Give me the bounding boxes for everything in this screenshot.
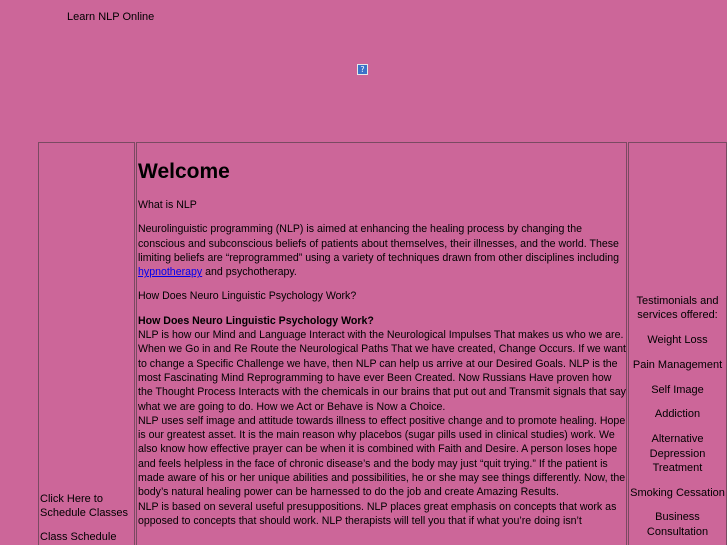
main-column <box>136 142 627 545</box>
service-addiction[interactable]: Addiction <box>654 408 701 421</box>
service-self-image[interactable]: Self Image <box>651 383 704 396</box>
paragraph-2: NLP uses self image and attitude towards illness to effect positive change and to promote healing. Hope is our greatest asset. It is the main reason why placebos (sugar pills used in clinical studies) work. We also know how effective prayer can be when it is combined with Faith and Desire. A person loses hope and feels helpless in the face of chronic disease’s and the body may just “quit trying.” If the patient is made aware of his or her unique abilities and possibilities, he or she may see things differently. Now, the body’s natural healing power can be harnessed to do the job and create Amazing Results. <box>138 414 626 499</box>
hypnotherapy-link[interactable]: hypnotherapy <box>138 266 203 279</box>
page-title: Welcome <box>138 160 230 183</box>
main-content <box>138 159 628 528</box>
service-depression-treatment[interactable]: Alternative Depression Treatment <box>649 433 706 474</box>
intro-text-after: and psychotherapy. <box>202 266 297 279</box>
intro-paragraph <box>138 222 628 279</box>
service-business-consultation[interactable]: Business Consultation <box>646 511 709 538</box>
right-column <box>628 142 727 545</box>
paragraph-3: NLP is based on several useful presuppositions. NLP places great emphasis on concepts that work as opposed to concepts that should work. NLP therapists will tell you that if what you’re doing isn’t <box>138 500 617 527</box>
intro-text-before: Neurolinguistic programming (NLP) is aimed at enhancing the healing process by changing the conscious and subconscious beliefs of patients about themselves, their illnesses, and the world. These limiting beliefs are “reprogrammed” using a variety of techniques drawn from other disciplines including <box>138 223 620 264</box>
service-weight-loss[interactable]: Weight Loss <box>647 334 708 347</box>
class-schedule-link[interactable]: Class Schedule <box>40 531 117 543</box>
service-smoking-cessation[interactable]: Smoking Cessation <box>630 486 725 499</box>
left-nav <box>40 492 134 544</box>
schedule-classes-link[interactable]: Click Here to Schedule Classes <box>40 493 129 519</box>
broken-image-icon: ? <box>357 64 368 75</box>
how-heading: How Does Neuro Linguistic Psychology Work? <box>138 314 374 327</box>
services-list <box>629 294 726 545</box>
paragraph-1: NLP is how our Mind and Language Interact with the Neurological Impulses That makes us who we are. When we Go in and Re Route the Neurological Paths That we have created, Change Occurs. If we want to change a Specific Challenge we have, then NLP can help us arrive at our Desired Goals. NLP is the most Fascinating Mind Reprogramming to have ever Been Created. Now Russians Have proven how the Thought Process Interacts with the chemicals in our brains that put out and Transmit signals that say what we are going to do. How we Act or Behave is Now a Choice. <box>138 329 626 413</box>
service-pain-management[interactable]: Pain Management <box>632 358 723 371</box>
testimonials-label: Testimonials and services offered: <box>636 295 719 322</box>
how-question-text: How Does Neuro Linguistic Psychology Work? <box>138 290 357 303</box>
what-is-nlp-text: What is NLP <box>138 199 197 211</box>
site-title: Learn NLP Online <box>67 11 155 23</box>
left-column <box>38 142 135 545</box>
layout-table <box>38 142 727 545</box>
